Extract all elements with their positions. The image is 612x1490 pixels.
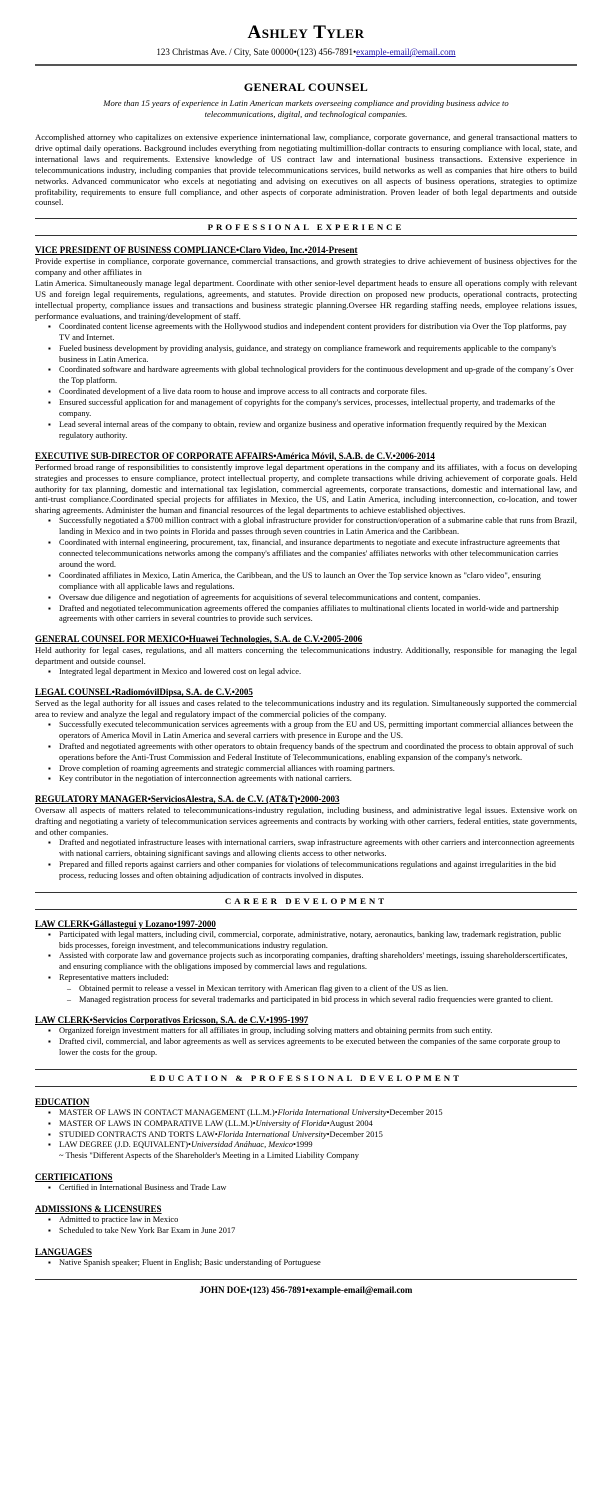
- section-heading-education: EDUCATION & PROFESSIONAL DEVELOPMENT: [35, 1069, 577, 1087]
- footer-contact: JOHN DOE•(123) 456-7891•example-email@email.com: [199, 1284, 413, 1295]
- job-entry: [35, 793, 577, 881]
- career-bullet: [59, 1026, 577, 1037]
- job-bullets: [35, 516, 577, 625]
- education-heading: EDUCATION: [35, 1096, 90, 1107]
- job-bullet: ▪ Key contributor in the negotiation of interconnection agreements with national carriers.: [59, 774, 577, 785]
- education-item: [59, 1119, 577, 1130]
- summary-paragraph: Accomplished attorney who capitalizes on extensive experience ininternational law, compliance, corporate governance, and general transactional matters to drive optimal daily operations. Background includes everything from negotiating multimillion-dollar contracts to ensuring compliance with local, state, and international laws and requirements. Extensive knowledge of US contract law and international business transactions. Extensive experience in telecommunications industry, including companies that provide telecommunications services, build networks as well as companies that hire others to build networks. Advanced communicator who excels at negotiating and advising on executives on all aspects of business operations, strategies to optimize profitability, requirements to ensure full compliance, and other aspects of corporate administration. Proven leader of both legal departments and outside counsel.: [35, 132, 577, 208]
- job-bullet: ▪ Ensured successful application for and management of copyrights for the company's services, processes, intellectual property, and trademarks of the company.: [59, 398, 577, 420]
- job-description: Held authority for legal cases, regulations, and all matters concerning the telecommunications industry. Additionally, responsible for managing the legal department and outside counsel.: [35, 645, 577, 667]
- job-bullet: ▪ Fueled business development by providing analysis, guidance, and strategy on compliance framework and requirements applicable to the company's business in Latin America.: [59, 344, 577, 366]
- career-bullets: [35, 930, 577, 1006]
- education-list: [35, 1108, 577, 1152]
- candidate-name: Ashley Tyler: [247, 22, 365, 43]
- section-heading-career: CAREER DEVELOPMENT: [35, 892, 577, 910]
- career-title: LAW CLERK•Gállastegui y Lozano•1997-2000: [35, 918, 216, 929]
- degree-date: •December 2015: [386, 1107, 443, 1117]
- career-title: LAW CLERK•Servicios Corporativos Ericsson, S.A. de C.V.•1995-1997: [35, 1015, 309, 1025]
- headline-title: GENERAL COUNSEL: [243, 80, 369, 94]
- job-description: Oversaw all aspects of matters related to telecommunications-industry regulation, including business, and administrative legal issues. Extensive work on drafting and negotiating a variety of telecommunication services agreements and contracts by working with other carriers, federal entities, state governments, and other companies.: [35, 805, 577, 838]
- education-item: [59, 1140, 577, 1151]
- admission-item: ▪ Scheduled to take New York Bar Exam in June 2017: [59, 1226, 577, 1237]
- job-bullet: ▪ Coordinated with internal engineering, procurement, tax, financial, and insurance departments to negotiate and execute infrastructure agreements that connected telecommunications networks among the company's affiliates and the companies' affiliates networks with other telecommunication carries around the word.: [59, 538, 577, 571]
- career-bullet-text: Assisted with corporate law and governance projects such as incorporating companies, drafting shareholders' meetings, issuing shareholderscertificates, and ensuring compliance with the obligations imposed by commercial laws and regulations.: [59, 951, 568, 972]
- job-bullet: ▪ Prepared and filled reports against carriers and other companies for violations of telecommunications regulations and against irregularities in the bid process, reducing losses and often obtaining adjudication of contracts involved in disputes.: [59, 860, 577, 882]
- job-bullet: ▪ Coordinated affiliates in Mexico, Latin America, the Caribbean, and the US to launch an Over the Top service known as "claro video", ensuring compliance with all applicable laws and regulations.: [59, 571, 577, 593]
- career-bullets: [35, 1026, 577, 1059]
- career-bullet: [59, 951, 577, 973]
- career-bullet-text: Participated with legal matters, including civil, commercial, corporate, administrative, notary, aeronautics, banking law, trademark registration, public bids processes, foreign investment, and telecommunications industry regulation.: [59, 929, 562, 950]
- job-bullet: ▪ Drove completion of roaming agreements and strategic commercial alliances with roaming partners.: [59, 764, 577, 775]
- job-title: GENERAL COUNSEL FOR MEXICO•Huawei Technologies, S.A. de C.V.•2005-2006: [35, 634, 363, 645]
- school: Florida International University: [217, 1129, 327, 1139]
- career-bullet-text: Drafted civil, commercial, and labor agreements as well as services agreements to be executed between the companies of the same corporate group to lower the costs for the group.: [59, 1036, 561, 1057]
- degree-date: •December 2015: [326, 1129, 383, 1139]
- degree-date: •1999: [292, 1140, 313, 1150]
- languages-heading: LANGUAGES: [35, 1246, 93, 1257]
- admission-item: ▪ Admitted to practice law in Mexico: [59, 1215, 577, 1226]
- job-description: Served as the legal authority for all issues and cases related to the telecommunications industry and its regulation. Simultaneously supported the commercial area to review and analyze the legal and regulatory impact of the commercial policies of the company.: [35, 698, 577, 719]
- job-bullet: ▪ Oversaw due diligence and negotiation of agreements for acquisitions of several telecommunications and content, companies.: [59, 593, 577, 604]
- job-bullet: ▪ Coordinated software and hardware agreements with global technological providers for the continuous development and up-grade of the company´s Over the Top platform.: [59, 365, 577, 387]
- education-item: [59, 1130, 577, 1141]
- resume-page: [35, 22, 577, 1295]
- job-title: EXECUTIVE SUB-DIRECTOR OF CORPORATE AFFAIRS•América Móvil, S.A.B. de C.V.•2006-2014: [35, 450, 435, 461]
- job-bullet: ▪ Drafted and negotiated agreements with other operators to obtain frequency bands of the spectrum and coordinated the process to obtain approval of such operations before the Anti-Trust Commission and Federal Institute of Telecommunications, enabling expansion of the company's network.: [59, 742, 577, 764]
- job-bullet: ▪ Integrated legal department in Mexico and lowered cost on legal advice.: [59, 667, 577, 678]
- job-bullets: [35, 720, 577, 785]
- job-description-continued: Latin America. Simultaneously manage legal department. Coordinate with other senior-level department heads to ensure all operations comply with relevant US and foreign legal requirements, regulations, agreements, and statutes. Provide direction on proposed new products, operational contracts, protecting intellectual property, compliance issues and transactions and business strategic planning.Oversee HR regarding staffing needs, employee relations issues, performance evaluations, and training/development of staff.: [35, 278, 577, 321]
- career-bullet: [59, 930, 577, 952]
- job-description: Provide expertise in compliance, corporate governance, commercial transactions, and growth strategies to drive achievement of business objectives for the company and other affiliates in: [35, 256, 577, 278]
- headline-tagline: More than 15 years of experience in Latin American markets overseeing compliance and providing business advice to telecommunications, digital, and technological companies.: [103, 98, 509, 119]
- job-bullet: ▪ Lead several internal areas of the company to obtain, review and organize business and operative information frequently required by the Mexican regulatory authority.: [59, 420, 577, 442]
- job-bullet: ▪ Drafted and negotiated infrastructure leases with international carriers, swap infrastructure agreements with other carriers and interconnection agreements with national carriers, obtaining significant savings and allowing clients access to other networks.: [59, 838, 577, 860]
- admissions-list: [35, 1215, 577, 1237]
- degree: MASTER OF LAWS IN COMPARATIVE LAW (LL.M.)•: [59, 1118, 256, 1128]
- contact-line: [35, 46, 577, 58]
- job-bullet: ▪ Successfully negotiated a $700 million contract with a global infrastructure provider for construction/operation of a submarine cable that runs from Brazil, landing in Mexico and in two points in Florida and passes through seven countries in Latin America and the Caribbean.: [59, 516, 577, 538]
- job-bullets: [35, 667, 577, 678]
- experience-list: [35, 244, 577, 881]
- job-title: LEGAL COUNSEL•RadiomóvilDipsa, S.A. de C.V.•2005: [35, 687, 253, 698]
- career-bullet-text: Representative matters included:: [59, 973, 169, 983]
- career-sub-bullet: – Obtained permit to release a vessel in Mexican territory with American flag given to a client of the US as lien.: [79, 984, 577, 995]
- languages-list: [35, 1258, 577, 1269]
- career-bullet: [59, 973, 577, 1006]
- job-bullet: ▪ Coordinated development of a live data room to house and improve access to all contracts and corporate files.: [59, 387, 577, 398]
- job-description: Performed broad range of responsibilities to consistently improve legal department operations in the company and its affiliates, with a focus on developing strategies and processes to ensure compliance, protect intellectual property, and complete transactions while driving achievement of corporate goals. Held authority for tax planning, domestic and international tax legislation, commercial agreements, corporate transactions, domestic and international law, and anti-trust compliance.Coordinated special projects for affiliates in Mexico, the US, and Latin America, including interconnection, co-location, and tower sharing agreements. Administer the human and financial resources of the legal departments to achieve established objectives.: [35, 461, 577, 516]
- footer-divider: [35, 1279, 577, 1280]
- certifications-heading: CERTIFICATIONS: [35, 1172, 113, 1183]
- degree: LAW DEGREE (J.D. EQUIVALENT)•: [59, 1140, 191, 1150]
- job-entry: [35, 633, 577, 678]
- career-entry: [35, 918, 577, 1006]
- job-bullets: [35, 838, 577, 882]
- job-entry: [35, 244, 577, 441]
- career-bullet: [59, 1037, 577, 1059]
- admissions-heading: ADMISSIONS & LICENSURES: [35, 1204, 162, 1215]
- email-link[interactable]: example-email@email.com: [356, 47, 456, 57]
- degree-date: •August 2004: [326, 1118, 373, 1128]
- education-item: [59, 1108, 577, 1119]
- career-entry: [35, 1014, 577, 1059]
- degree: MASTER OF LAWS IN CONTACT MANAGEMENT (LL.M.)•: [59, 1107, 278, 1117]
- job-title: REGULATORY MANAGER•ServiciosAlestra, S.A. de C.V. (AT&T)•2000-2003: [35, 794, 340, 805]
- career-bullet-text: Organized foreign investment matters for all affiliates in group, including solving matters and obtaining permits from such entity.: [59, 1026, 493, 1035]
- certifications-list: [35, 1183, 577, 1194]
- section-heading-experience: PROFESSIONAL EXPERIENCE: [35, 218, 577, 236]
- header-divider: [35, 64, 577, 66]
- career-sub-bullets: [59, 984, 577, 1006]
- school: Universidad Anáhuac, Mexico: [190, 1140, 293, 1150]
- thesis-note: ~ Thesis "Different Aspects of the Shareholder's Meeting in a Limited Liability Company: [59, 1151, 359, 1161]
- certification-item: ▪ Certified in International Business and Trade Law: [59, 1183, 577, 1194]
- address-phone: 123 Christmas Ave. / City, Sate 00000•(123) 456-7891•: [156, 47, 357, 57]
- job-bullet: ▪ Drafted and negotiated telecommunication agreements offered the companies affiliates to multinational clients located in world-wide and partnership agreements with other carriers in several countries to provide such services.: [59, 604, 577, 626]
- job-entry: [35, 450, 577, 626]
- career-list: [35, 918, 577, 1059]
- language-item: ▪ Native Spanish speaker; Fluent in English; Basic understanding of Portuguese: [59, 1258, 577, 1269]
- job-entry: [35, 686, 577, 785]
- school: Florida International University: [277, 1107, 387, 1117]
- job-bullet: ▪ Coordinated content license agreements with the Hollywood studios and independent content providers for distribution via Over the Top platforms, pay TV and Internet.: [59, 322, 577, 344]
- job-title: VICE PRESIDENT OF BUSINESS COMPLIANCE•Claro Video, Inc.•2014-Present: [35, 245, 358, 256]
- job-bullet: ▪ Successfully executed telecommunication services agreements with a group from the EU and US, permitting important commercial alliances between the operators of America Movil in Latin America and several carriers with presence in Europe and the US.: [59, 720, 577, 742]
- career-sub-bullet: – Managed registration process for several trademarks and participated in bid process in which several radio frequencies were granted to client.: [79, 995, 577, 1006]
- degree: STUDIED CONTRACTS AND TORTS LAW•: [59, 1129, 218, 1139]
- school: University of Florida: [255, 1118, 327, 1128]
- job-bullets: [35, 322, 577, 442]
